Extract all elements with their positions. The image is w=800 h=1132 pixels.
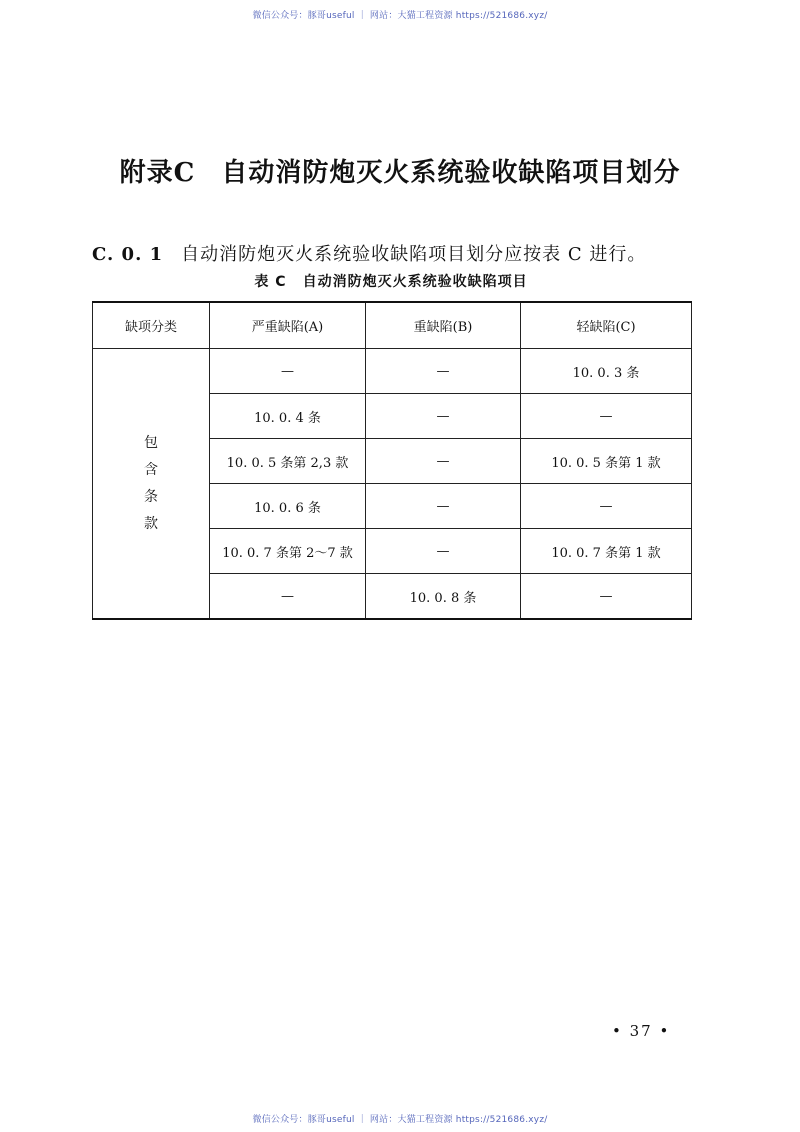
table-cell: 10. 0. 7 条第 2～7 款 bbox=[210, 529, 366, 574]
table-cell: — bbox=[210, 349, 366, 394]
row-group-char: 含 bbox=[144, 461, 158, 478]
row-group-char: 条 bbox=[144, 488, 158, 505]
table-cell: 10. 0. 6 条 bbox=[210, 484, 366, 529]
table-cell: 10. 0. 3 条 bbox=[521, 349, 692, 394]
page-number: • 37 • bbox=[612, 1022, 671, 1040]
table-cell: — bbox=[210, 574, 366, 620]
row-group-char: 款 bbox=[144, 515, 158, 532]
clause-number: C. 0. 1 bbox=[92, 244, 164, 265]
table-caption-number: 表 C bbox=[254, 274, 287, 290]
table-cell: — bbox=[521, 574, 692, 620]
appendix-title-text: 自动消防炮灭火系统验收缺陷项目划分 bbox=[221, 158, 681, 188]
header-major-defect: 重缺陷(B) bbox=[366, 302, 521, 349]
table-cell: — bbox=[366, 394, 521, 439]
table-cell: 10. 0. 7 条第 1 款 bbox=[521, 529, 692, 574]
row-group-label bbox=[93, 349, 210, 620]
table-cell: 10. 0. 5 条第 1 款 bbox=[521, 439, 692, 484]
defect-table bbox=[92, 301, 692, 620]
table-caption bbox=[0, 271, 782, 291]
watermark-top: 微信公众号：豚哥useful ｜ 网站：大猫工程资源 https://521686.xyz/ bbox=[252, 11, 548, 21]
header-category: 缺项分类 bbox=[93, 302, 210, 349]
row-group-char: 包 bbox=[144, 434, 158, 451]
table-cell: — bbox=[521, 484, 692, 529]
table-cell: — bbox=[366, 529, 521, 574]
table-cell: 10. 0. 8 条 bbox=[366, 574, 521, 620]
table-row bbox=[93, 349, 692, 394]
table-cell: — bbox=[366, 439, 521, 484]
clause-paragraph bbox=[92, 240, 646, 266]
table-header-row bbox=[93, 302, 692, 349]
header-critical-defect: 严重缺陷(A) bbox=[210, 302, 366, 349]
table-cell: — bbox=[366, 349, 521, 394]
table-cell: — bbox=[366, 484, 521, 529]
clause-text: 自动消防炮灭火系统验收缺陷项目划分应按表 C 进行。 bbox=[181, 244, 647, 265]
appendix-title bbox=[0, 152, 800, 189]
header-minor-defect: 轻缺陷(C) bbox=[521, 302, 692, 349]
appendix-number: 附录C bbox=[119, 158, 196, 188]
table-caption-title: 自动消防炮灭火系统验收缺陷项目 bbox=[302, 274, 528, 290]
table-cell: — bbox=[521, 394, 692, 439]
table-cell: 10. 0. 4 条 bbox=[210, 394, 366, 439]
watermark-bottom: 微信公众号：豚哥useful ｜ 网站：大猫工程资源 https://521686.xyz/ bbox=[252, 1115, 548, 1125]
table-cell: 10. 0. 5 条第 2,3 款 bbox=[210, 439, 366, 484]
